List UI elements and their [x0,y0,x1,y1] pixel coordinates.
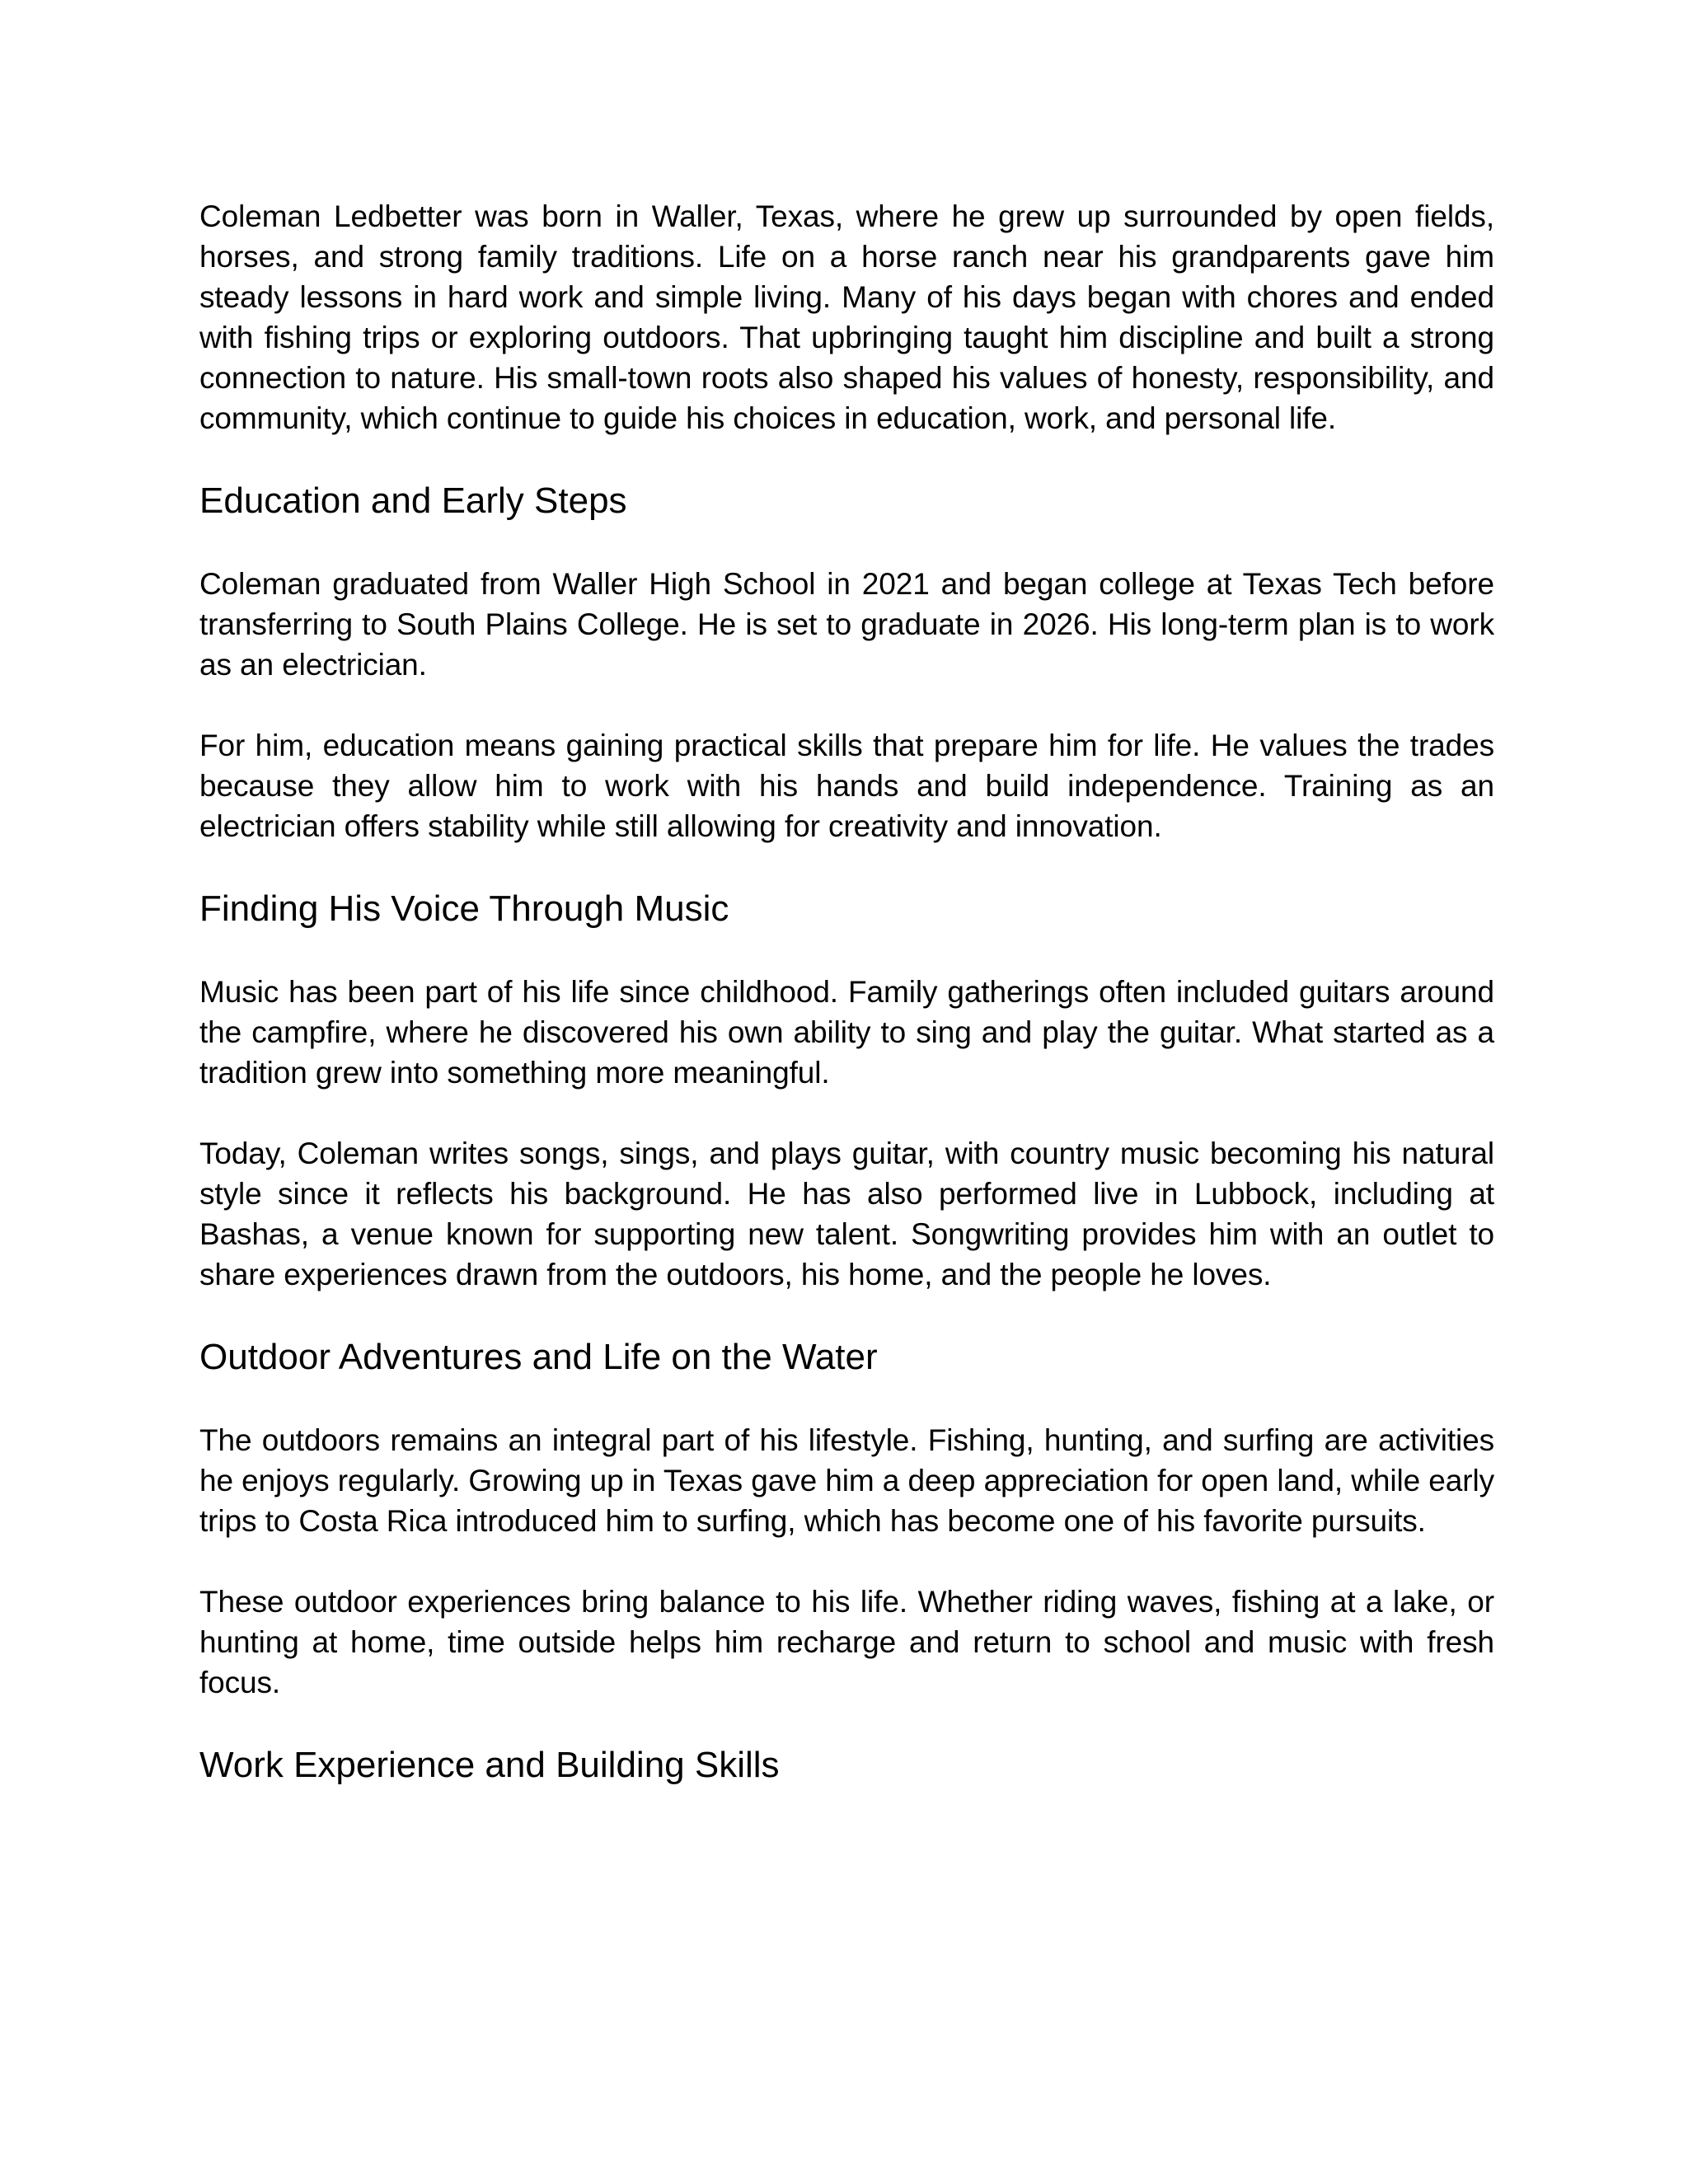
outdoors-paragraph-2: These outdoor experiences bring balance to his life. Whether riding waves, fishing at a lake, or hunting at home, time outside helps him recharge and return to school and music with fresh focus. [199,1585,1494,1699]
section-heading-education: Education and Early Steps [199,480,627,521]
section-heading-outdoors: Outdoor Adventures and Life on the Water [199,1337,878,1377]
intro-paragraph: Coleman Ledbetter was born in Waller, Texas, where he grew up surrounded by open fields, horses, and strong family traditions. Life on a horse ranch near his grandparents gave him steady lessons in hard work and simple living. Many of his days began with chores and ended with fishing trips or exploring outdoors. That upbringing taught him discipline and built a strong connection to nature. His small-town roots also shaped his values of honesty, responsibility, and community, which continue to guide his choices in education, work, and personal life. [199,199,1494,435]
education-paragraph-2: For him, education means gaining practical skills that prepare him for life. He values the trades because they allow him to work with his hands and build independence. Training as an electrician offers stability while still allowing for creativity and innovation. [199,729,1494,843]
document-body [199,196,1494,1828]
outdoors-paragraph-1: The outdoors remains an integral part of his lifestyle. Fishing, hunting, and surfing are activities he enjoys regularly. Growing up in Texas gave him a deep appreciation for open land, while early trips to Costa Rica introduced him to surfing, which has become one of his favorite pursuits. [199,1423,1494,1538]
section-heading-music: Finding His Voice Through Music [199,888,729,929]
music-paragraph-2: Today, Coleman writes songs, sings, and plays guitar, with country music becoming his natural style since it reflects his background. He has also performed live in Lubbock, including at Bashas, a venue known for supporting new talent. Songwriting provides him with an outlet to share experiences drawn from the outdoors, his home, and the people he loves. [199,1137,1494,1291]
education-paragraph-1: Coleman graduated from Waller High School in 2021 and began college at Texas Tech before transferring to South Plains College. He is set to graduate in 2026. His long-term plan is to work as an electrician. [199,567,1494,682]
music-paragraph-1: Music has been part of his life since childhood. Family gatherings often included guitars around the campfire, where he discovered his own ability to sing and play the guitar. What started as a tradition grew into something more meaningful. [199,975,1494,1090]
section-heading-work: Work Experience and Building Skills [199,1745,780,1785]
